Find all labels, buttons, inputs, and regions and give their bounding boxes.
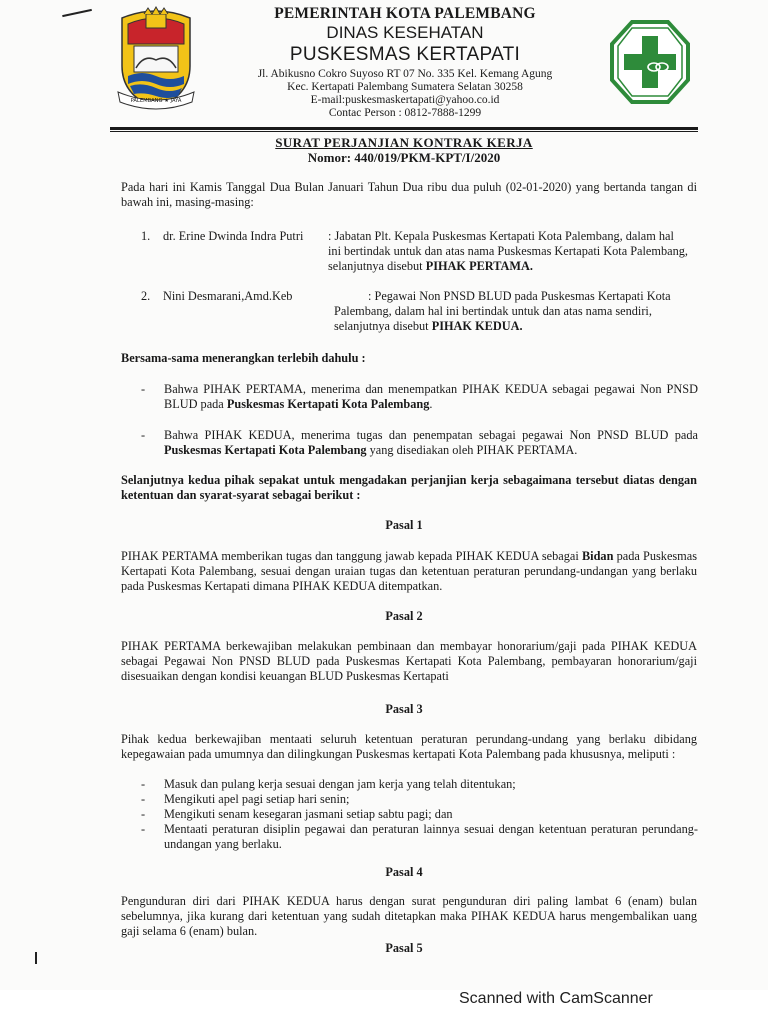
statement-item: Bahwa PIHAK PERTAMA, menerima dan menempatkan PIHAK KEDUA sebagai pegawai Non PNSD BLUD pada Puskesmas Kertapati Kota Palembang.	[164, 382, 698, 411]
article-heading: Pasal 1	[385, 518, 423, 532]
article-list-item: Mengikuti apel pagi setiap hari senin;	[164, 792, 350, 806]
party-number: 2.	[141, 289, 151, 303]
bullet-dash: -	[141, 822, 146, 836]
article-heading: Pasal 2	[385, 609, 423, 623]
pen-mark	[35, 952, 37, 964]
party-number: 1.	[141, 229, 151, 243]
party-name: dr. Erine Dwinda Indra Putri	[163, 229, 304, 243]
document-number: Nomor: 440/019/PKM-KPT/I/2020	[307, 150, 501, 165]
header-government: PEMERINTAH KOTA PALEMBANG	[274, 5, 536, 22]
bullet-dash: -	[141, 792, 146, 806]
party-description: : Jabatan Plt. Kepala Puskesmas Kertapati Kota Palembang, dalam hal ini bertindak untuk dan atas nama Puskesmas Kertapati Kota Palembang, selanjutnya disebut PIHAK PERTAMA.	[328, 229, 688, 273]
section-heading: Bersama-sama menerangkan terlebih dahulu :	[121, 351, 366, 365]
statement-item: Bahwa PIHAK KEDUA, menerima tugas dan penempatan sebagai pegawai Non PNSD BLUD pada Puskesmas Kertapati Kota Palembang yang disediakan oleh PIHAK PERTAMA.	[164, 428, 698, 457]
article-body: Pihak kedua berkewajiban mentaati seluruh ketentuan peraturan perundang-undang yang berlaku dibidang kepegawaian pada umumnya dan dilingkungan Puskesmas kertapati Kota Palembang pada khususnya, meliputi :	[121, 732, 697, 761]
intro-paragraph: Pada hari ini Kamis Tanggal Dua Bulan Januari Tahun Dua ribu dua puluh (02-01-2020) yang bertanda tangan di bawah ini, masing-masing:	[121, 180, 697, 209]
bullet-dash: -	[141, 777, 146, 791]
document-title: SURAT PERJANJIAN KONTRAK KERJA	[275, 135, 533, 150]
header-department: DINAS KESEHATAN	[326, 23, 484, 42]
header-divider	[110, 127, 698, 130]
article-body: PIHAK PERTAMA memberikan tugas dan tanggung jawab kepada PIHAK KEDUA sebagai Bidan pada Puskesmas Kertapati Kota Palembang, sesuai dengan uraian tugas dan ketentuan peraturan perundang-undangan yang berlaku pada Puskesmas Kertapati dimana PIHAK KEDUA ditempatkan.	[121, 549, 697, 593]
header-address-line: Jl. Abikusno Cokro Suyoso RT 07 No. 335 Kel. Kemang Agung	[257, 68, 553, 80]
header-institution: PUSKESMAS KERTAPATI	[289, 44, 521, 65]
article-list-item: Masuk dan pulang kerja sesuai dengan jam kerja yang telah ditentukan;	[164, 777, 516, 791]
bullet-dash: -	[141, 807, 146, 821]
header-address-line: Kec. Kertapati Palembang Sumatera Selatan 30258	[287, 81, 523, 93]
header-contact: Contac Person : 0812-7888-1299	[328, 107, 482, 119]
agreement-intro: Selanjutnya kedua pihak sepakat untuk mengadakan perjanjian kerja sebagaimana tersebut diatas dengan ketentuan dan syarat-syarat sebagai berikut :	[121, 473, 697, 502]
header-divider	[110, 131, 698, 132]
bullet-dash: -	[141, 382, 146, 396]
party-name: Nini Desmarani,Amd.Keb	[163, 289, 293, 303]
article-body: PIHAK PERTAMA berkewajiban melakukan pembinaan dan membayar honorarium/gaji pada PIHAK KEDUA sebagai Pegawai Non PNSD BLUD pada Puskesmas Kertapati Kota Palembang, pembayaran honorarium/gaji disesuaikan dengan kondisi keuangan BLUD Puskesmas Kertapati	[121, 639, 697, 683]
puskesmas-logo	[610, 20, 690, 104]
pen-mark	[62, 9, 92, 17]
article-heading: Pasal 3	[385, 702, 423, 716]
article-heading: Pasal 4	[385, 865, 423, 879]
article-body: Pengunduran diri dari PIHAK KEDUA harus dengan surat pengunduran diri paling lambat 6 (enam) bulan sebelumnya, jika kurang dari ketentuan yang sudah ditetapkan maka PIHAK KEDUA harus mengembalikan uang gaji selama 6 (enam) bulan.	[121, 894, 697, 938]
logo-ribbon-text: PALEMBANG ★ JAYA	[130, 98, 182, 104]
party-description: : Pegawai Non PNSD BLUD pada Puskesmas Kertapati Kota Palembang, dalam hal ini bertindak untuk dan atas nama sendiri, selanjutnya disebut PIHAK KEDUA.	[334, 289, 671, 333]
article-list-item: Mentaati peraturan disiplin pegawai dan peraturan lainnya sesuai dengan ketentuan peraturan perundang-undangan yang berlaku.	[164, 822, 698, 851]
header-email: E-mail:puskesmaskertapati@yahoo.co.id	[310, 94, 500, 106]
article-heading: Pasal 5	[385, 941, 423, 955]
scanner-watermark: Scanned with CamScanner	[459, 990, 653, 1007]
article-list-item: Mengikuti senam kesegaran jasmani setiap sabtu pagi; dan	[164, 807, 453, 821]
bullet-dash: -	[141, 428, 146, 442]
palembang-crest-logo	[114, 4, 198, 114]
